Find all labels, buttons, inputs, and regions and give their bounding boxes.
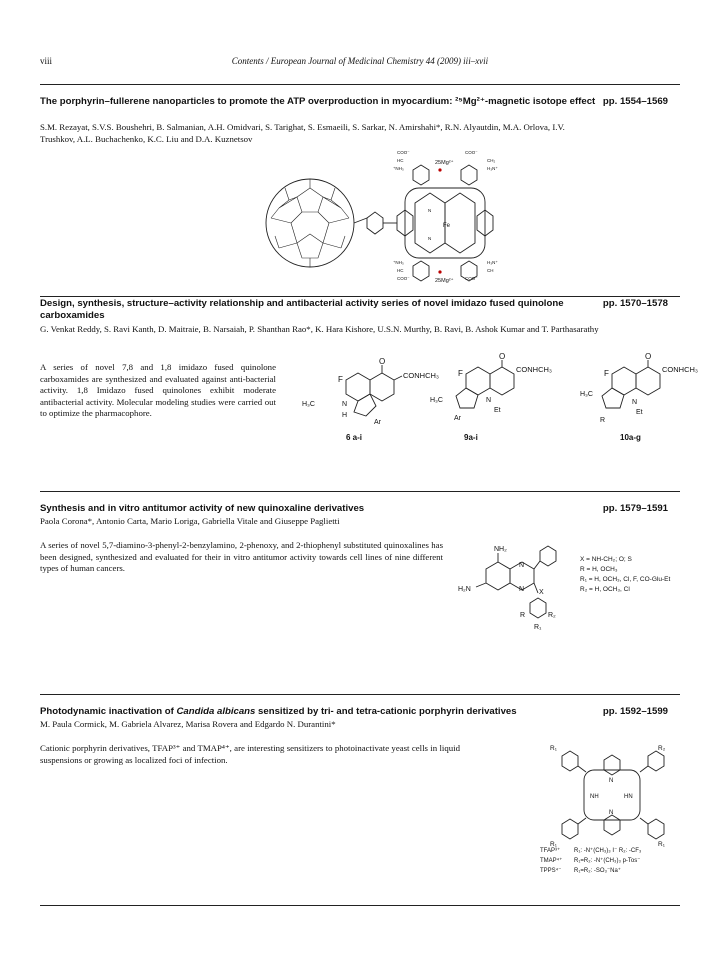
article-title[interactable]: The porphyrin–fullerene nanoparticles to promote the ATP overproduction in myocardium: ²⁵Mg²⁺-magnetic isotope effect <box>40 96 596 107</box>
divider <box>40 84 680 85</box>
r2-label: R₂ <box>658 745 666 752</box>
conhch3-label: CONHCH₃ <box>516 365 552 374</box>
f-label: F <box>458 369 463 378</box>
h3c-label: H₃C <box>302 401 315 408</box>
r2-label: R₂ <box>548 612 556 619</box>
hc-label: HC <box>397 268 404 273</box>
mg-label-top: 25Mg²⁺ <box>435 160 454 166</box>
h-label: H <box>342 412 348 419</box>
article-pages: pp. 1570–1578 <box>602 298 668 309</box>
porphyrin-name: TMAP⁴⁺ <box>540 858 563 864</box>
ar-label: Ar <box>454 415 461 422</box>
f-label: F <box>338 375 343 384</box>
n-label: N <box>519 562 525 569</box>
fe-label: Fe <box>443 223 451 229</box>
coo-label: COO⁻ <box>465 276 478 281</box>
divider <box>40 296 680 297</box>
nh2-label: NH₂ <box>494 546 507 553</box>
conhch3-label: CONHCH₃ <box>403 371 439 380</box>
compound-label: 9a-i <box>464 433 478 442</box>
ch-label: CH <box>487 268 494 273</box>
x-label: X <box>539 589 544 596</box>
journal-line: Contents / European Journal of Medicinal Chemistry 44 (2009) iii–xvii <box>231 56 489 66</box>
et-label: Et <box>636 409 643 416</box>
substituent-legend-line: R₁ = H, OCH₃, Cl, F, CO-Glu-Et <box>580 576 671 583</box>
running-header <box>40 56 680 70</box>
title-italic-text: Candida albicans <box>176 706 256 717</box>
article-entry <box>40 298 698 478</box>
divider <box>40 905 680 906</box>
article-abstract: A series of novel 5,7-diamino-3-phenyl-2-benzylamino, 2-phenoxy, and 2-thiophenyl substituted quinoxalines has been designed, synthesized and evaluated for their in vitro antitumor activity towards cell lines of nine different types of human cancers. <box>40 540 443 573</box>
article-authors: S.M. Rezayat, S.V.S. Boushehri, B. Salmanian, A.H. Omidvari, S. Tarighat, S. Esmaeili, S. Sarkar, N. Amirshahi*, R.N. Alyautdin, M.A. Orlova, I.V. Trushkov, A.L. Buchachenko, K.C. Liu and D.A. Kuznetsov <box>40 122 565 144</box>
r1-label: R₁ <box>658 841 665 848</box>
article-pages: pp. 1554–1569 <box>602 96 668 107</box>
article-pages: pp. 1592–1599 <box>602 706 668 717</box>
porphyrin-fullerene-structure <box>265 148 535 284</box>
article-pages: pp. 1579–1591 <box>602 503 668 514</box>
f-label: F <box>604 369 609 378</box>
article-authors: G. Venkat Reddy, S. Ravi Kanth, D. Maitraie, B. Narsaiah, P. Shanthan Rao*, K. Hara Kishore, U.S.N. Murthy, B. Ravi, B. Ashok Kumar and T. Parthasarathy <box>40 324 599 334</box>
o-label: O <box>499 352 506 361</box>
r1-label: R₁ <box>534 624 542 631</box>
r1-label: R₁ <box>550 745 557 752</box>
n-label: N <box>519 586 525 593</box>
quinolone-structures <box>302 352 698 450</box>
divider <box>40 694 680 695</box>
article-entry <box>40 503 680 683</box>
substituent-legend-line: R = H, OCH₃ <box>580 566 618 573</box>
coo-label: COO⁻ <box>397 276 410 281</box>
n-label: N <box>609 778 614 784</box>
n-label: N <box>486 397 492 404</box>
h3c-label: H₃C <box>580 391 593 398</box>
porphyrin-substituents: R₁=R₂: -N⁺(CH₃)₃ p-Tos⁻ <box>574 858 641 864</box>
n-label: N <box>609 810 614 816</box>
r1-label: R₁ <box>550 841 557 848</box>
o-label: O <box>645 352 652 361</box>
hn-label: HN <box>624 794 633 800</box>
n-label: N <box>632 399 638 406</box>
n-label: N <box>428 208 432 213</box>
porphyrin-substituents: R₁: -N⁺(CH₃)₃ I⁻ R₂: -CF₃ <box>574 848 642 854</box>
h3c-label: H₃C <box>430 397 443 404</box>
title-text: Photodynamic inactivation of <box>40 706 177 717</box>
ch2-label: CH₂ <box>487 158 496 163</box>
substituent-legend-line: R₂ = H, OCH₃, Cl <box>580 586 630 593</box>
article-title[interactable] <box>40 706 600 718</box>
title-text: sensitized by tri- and tetra-cationic porphyrin derivatives <box>255 706 517 717</box>
o-label: O <box>379 357 386 366</box>
h2n-label: H₂N <box>458 586 471 593</box>
quinoxaline-structure <box>458 539 680 635</box>
page-number: viii <box>40 56 53 66</box>
article-entry <box>40 96 680 296</box>
r-label: R <box>600 417 606 424</box>
fullerene-sphere <box>266 179 354 267</box>
article-authors: Paola Corona*, Antonio Carta, Mario Loriga, Gabriella Vitale and Giuseppe Paglietti <box>40 516 340 526</box>
article-abstract: Cationic porphyrin derivatives, TFAP³⁺ and TMAP⁴⁺, are interesting sensitizers to photoinactivate yeast cells in liquid suspensions or growing as localized foci of infection. <box>40 743 460 765</box>
article-authors: M. Paula Cormick, M. Gabriela Alvarez, Marisa Rovera and Edgardo N. Durantini* <box>40 719 336 729</box>
porphyrin-substituents: R₁=R₂: -SO₃⁻Na⁺ <box>574 868 621 874</box>
hc-label: HC <box>397 158 404 163</box>
cationic-porphyrin-structure <box>540 744 690 874</box>
article-abstract: A series of novel 7,8 and 1,8 imidazo fused quinolone carboxamides are synthesized and evaluated against anti-bacterial activity. 1,8 Imidazo fused quinolones exhibit moderate antibacterial activity. Molecular modeling studies were carried out to optimize the pharmacophore. <box>40 362 276 418</box>
h3n-label: H₃N⁺ <box>487 260 498 265</box>
compound-10ag <box>580 352 698 442</box>
coo-label: COO⁻ <box>465 150 478 155</box>
n-label: N <box>342 401 348 408</box>
et-label: Et <box>494 407 501 414</box>
ar-label: Ar <box>374 419 381 426</box>
article-entry <box>40 706 680 906</box>
substituent-legend-line: X = NH-CH₂; O; S <box>580 556 632 563</box>
article-title[interactable]: Synthesis and in vitro antitumor activity of new quinoxaline derivatives <box>40 503 365 514</box>
nh-label: NH <box>590 794 599 800</box>
compound-6ai <box>302 357 439 442</box>
coo-label: COO⁻ <box>397 150 410 155</box>
conhch3-label: CONHCH₃ <box>662 365 698 374</box>
nh3-label: ⁺NH₃ <box>393 166 404 171</box>
compound-label: 10a-g <box>620 433 641 442</box>
compound-9ai <box>430 352 552 442</box>
n-label: N <box>428 236 432 241</box>
porphyrin-name: TFAP³⁺ <box>540 848 561 854</box>
article-title[interactable]: Design, synthesis, structure–activity relationship and antibacterial activity series of novel imidazo fused quinolone carboxamides <box>40 298 564 321</box>
porphyrin-name: TPPS⁴⁻ <box>540 868 562 874</box>
r-label: R <box>520 612 526 619</box>
h3n-label: H₃N⁺ <box>487 166 498 171</box>
compound-label: 6 a-i <box>346 433 363 442</box>
mg-label-bottom: 25Mg²⁺ <box>435 278 454 284</box>
divider <box>40 491 680 492</box>
nh3-label: ⁺NH₃ <box>393 260 404 265</box>
